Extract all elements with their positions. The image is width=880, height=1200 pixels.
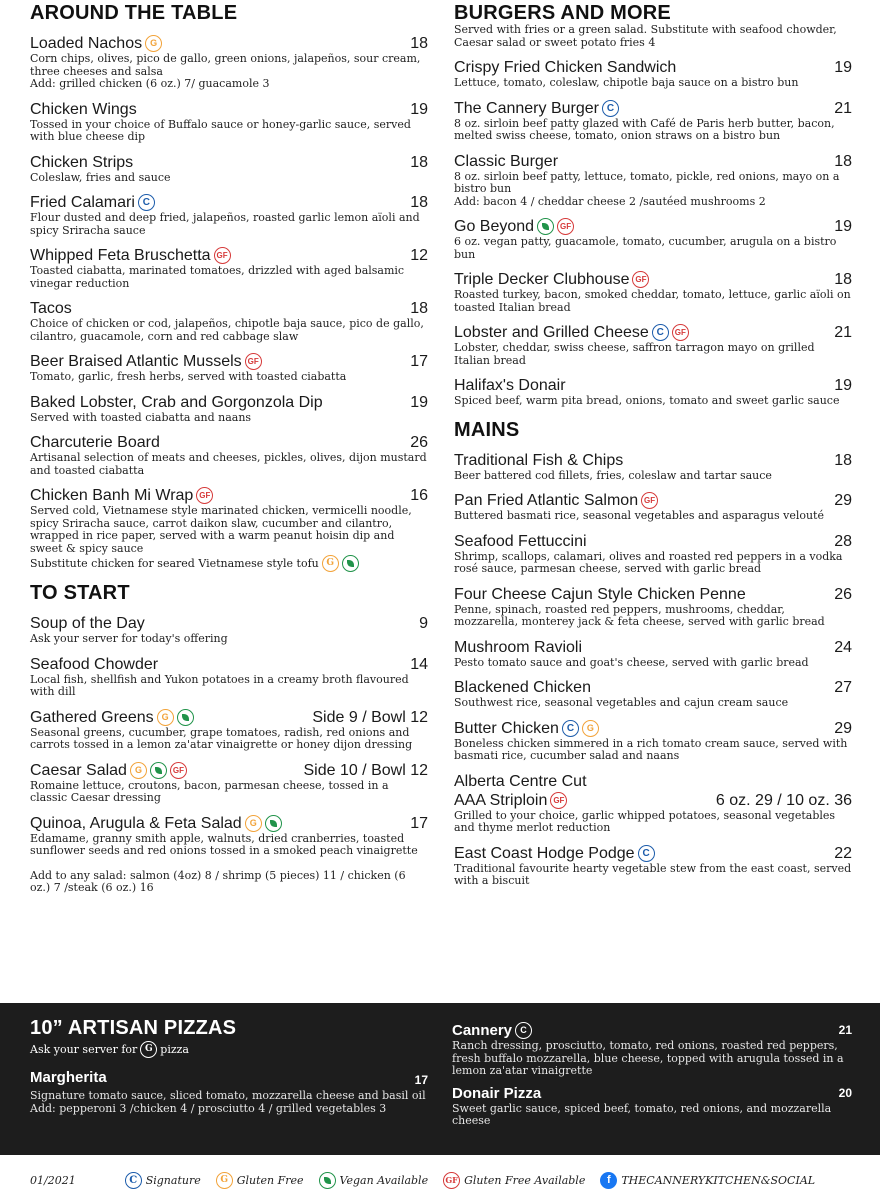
social-handle-text[interactable]: THECANNERYKITCHEN&SOCIAL bbox=[621, 1173, 816, 1187]
gluten-free-available-icon: GF bbox=[170, 762, 187, 779]
gluten-free-available-icon: GF bbox=[550, 792, 567, 809]
legend-gluten-free-available bbox=[443, 1172, 585, 1189]
item-price: 18 bbox=[410, 153, 428, 171]
gluten-free-icon: G bbox=[245, 815, 262, 832]
menu-item bbox=[454, 844, 852, 888]
section-title-artisan-pizzas: 10” ARTISAN PIZZAS bbox=[30, 1017, 237, 1039]
menu-item bbox=[30, 352, 428, 384]
item-description: Local fish, shellfish and Yukon potatoes in a creamy broth flavoured with dill bbox=[30, 672, 409, 698]
item-description: Seasonal greens, cucumber, grape tomatoes, radish, red onions and carrots tossed in a lemon za'atar vinaigrette or honey dijon dressing bbox=[30, 725, 413, 751]
item-description: Southwest rice, seasonal vegetables and cajun cream sauce bbox=[454, 696, 789, 709]
item-name: Go Beyond bbox=[454, 218, 535, 235]
item-description: Traditional favourite hearty vegetable stew from the east coast, served with a biscuit bbox=[454, 861, 852, 887]
item-name: Chicken Strips bbox=[30, 153, 134, 171]
item-description: Corn chips, olives, pico de gallo, green onions, jalapeños, sour cream, three cheeses and salsa bbox=[30, 52, 421, 78]
item-name: Margherita bbox=[30, 1069, 107, 1086]
item-description: Sweet garlic sauce, spiced beef, tomato, red onions, and mozzarella cheese bbox=[452, 1101, 832, 1127]
pizza-ask-suffix: pizza bbox=[160, 1043, 189, 1056]
item-name: Gathered Greens bbox=[30, 708, 154, 726]
gluten-free-icon: G bbox=[157, 709, 174, 726]
item-price: 20 bbox=[838, 1085, 852, 1100]
right-column bbox=[454, 0, 852, 888]
menu-date: 01/2021 bbox=[30, 1173, 76, 1187]
item-description: Served with toasted ciabatta and naans bbox=[30, 410, 252, 424]
item-name: The Cannery Burger bbox=[454, 99, 599, 117]
item-description: Lettuce, tomato, coleslaw, chipotle baja sauce on a bistro bun bbox=[454, 76, 799, 89]
vegan-icon bbox=[537, 218, 554, 235]
vegan-icon bbox=[150, 762, 167, 779]
item-description: Boneless chicken simmered in a rich tomato cream sauce, served with basmati rice, cucumber salad and naans bbox=[454, 736, 848, 762]
menu-item bbox=[454, 532, 852, 576]
menu-item bbox=[30, 34, 428, 91]
item-description: 8 oz. sirloin beef patty, lettuce, tomato, pickle, red onions, mayo on a bistro bun bbox=[454, 169, 840, 195]
item-description: Tomato, garlic, fresh herbs, served with toasted ciabatta bbox=[30, 370, 347, 383]
item-price: 29 bbox=[834, 719, 852, 737]
item-name: Triple Decker Clubhouse bbox=[454, 271, 630, 288]
item-description: Grilled to your choice, garlic whipped potatoes, seasonal vegetables and thyme merlot reduction bbox=[454, 808, 836, 834]
item-name: Loaded Nachos bbox=[30, 35, 143, 52]
legend-label: Vegan Available bbox=[339, 1173, 429, 1187]
item-description: Signature tomato sauce, sliced tomato, mozzarella cheese and basil oil bbox=[30, 1089, 426, 1102]
item-name: Cannery bbox=[452, 1022, 513, 1039]
item-price: 19 bbox=[834, 218, 852, 235]
item-price: Side 9 / Bowl 12 bbox=[312, 708, 428, 726]
item-price: 18 bbox=[410, 35, 428, 52]
gluten-free-available-icon: GF bbox=[443, 1172, 460, 1189]
item-name: Butter Chicken bbox=[454, 719, 559, 737]
menu-item bbox=[454, 719, 852, 763]
item-price: Side 10 / Bowl 12 bbox=[303, 761, 428, 779]
item-name: Baked Lobster, Crab and Gorgonzola Dip bbox=[30, 393, 323, 411]
gluten-free-icon: G bbox=[145, 35, 162, 52]
gluten-free-icon: G bbox=[322, 555, 339, 572]
item-price: 26 bbox=[834, 585, 852, 603]
menu-item bbox=[30, 614, 428, 646]
item-description: Ranch dressing, prosciutto, tomato, red onions, roasted red peppers, fresh buffalo mozzarella, blue cheese, topped with arugula tossed in a lemon za'atar vinaigrette bbox=[452, 1039, 844, 1077]
item-name: Seafood Fettuccini bbox=[454, 532, 587, 550]
item-price: 16 bbox=[410, 487, 428, 504]
item-name: Charcuterie Board bbox=[30, 434, 160, 451]
menu-item bbox=[454, 152, 852, 209]
gluten-free-icon: G bbox=[582, 720, 599, 737]
item-name: Mushroom Ravioli bbox=[454, 638, 583, 656]
item-price: 19 bbox=[834, 59, 852, 76]
item-price: 21 bbox=[834, 99, 852, 117]
item-description: Tossed in your choice of Buffalo sauce or honey-garlic sauce, served with blue cheese dip bbox=[30, 117, 411, 143]
signature-icon: C bbox=[515, 1022, 532, 1039]
pizza-item bbox=[452, 1084, 852, 1128]
item-description: Spiced beef, warm pita bread, onions, tomato and sweet garlic sauce bbox=[454, 394, 840, 407]
menu-item bbox=[30, 761, 428, 805]
item-name: Tacos bbox=[30, 300, 72, 317]
menu-item bbox=[30, 100, 428, 144]
item-price: 14 bbox=[410, 655, 428, 673]
item-description: Ask your server for today's offering bbox=[30, 632, 228, 645]
item-description: Buttered basmati rice, seasonal vegetables and asparagus velouté bbox=[454, 509, 824, 522]
section-title-mains: MAINS bbox=[454, 418, 520, 441]
legend-label: Gluten Free Available bbox=[464, 1173, 586, 1187]
signature-icon: C bbox=[138, 194, 155, 211]
menu-item bbox=[30, 393, 428, 425]
item-name: Lobster and Grilled Cheese bbox=[454, 324, 649, 341]
item-price: 17 bbox=[410, 353, 428, 370]
pizza-ask-line bbox=[30, 1041, 428, 1058]
item-name: Traditional Fish & Chips bbox=[454, 451, 624, 469]
signature-icon: C bbox=[562, 720, 579, 737]
menu-item bbox=[454, 270, 852, 314]
gluten-free-icon: G bbox=[140, 1041, 157, 1058]
item-description: Beer battered cod fillets, fries, coleslaw and tartar sauce bbox=[454, 468, 772, 482]
item-name: Donair Pizza bbox=[452, 1084, 542, 1102]
item-name: Caesar Salad bbox=[30, 761, 127, 779]
footer-legend bbox=[0, 1160, 880, 1200]
menu-item bbox=[454, 585, 852, 629]
pizza-left bbox=[30, 1017, 428, 1115]
item-price: 19 bbox=[410, 100, 428, 118]
section-title-to-start: TO START bbox=[30, 582, 130, 604]
item-description: Shrimp, scallops, calamari, olives and roasted red peppers in a vodka rosé sauce, parmesan cheese, served with garlic bread bbox=[454, 549, 843, 575]
menu-item bbox=[30, 486, 428, 572]
menu-item bbox=[454, 376, 852, 408]
item-name: Crispy Fried Chicken Sandwich bbox=[454, 59, 677, 76]
item-name: Soup of the Day bbox=[30, 615, 145, 632]
pizza-right bbox=[452, 1021, 852, 1128]
gluten-free-available-icon: GF bbox=[641, 492, 658, 509]
gluten-free-available-icon: GF bbox=[245, 353, 262, 370]
section-title-around-the-table: AROUND THE TABLE bbox=[30, 2, 238, 24]
signature-icon: C bbox=[125, 1172, 142, 1189]
menu-item bbox=[454, 678, 852, 710]
menu-item bbox=[454, 451, 852, 483]
section-title-burgers-and-more: BURGERS AND MORE bbox=[454, 2, 671, 24]
menu-item bbox=[454, 772, 852, 835]
item-price: 17 bbox=[414, 1073, 428, 1087]
menu-item bbox=[30, 708, 428, 752]
item-price: 9 bbox=[419, 615, 428, 632]
menu-item bbox=[454, 58, 852, 90]
item-description: Artisanal selection of meats and cheeses, pickles, olives, dijon mustard and toasted ciabatta bbox=[30, 451, 427, 477]
item-description: 6 oz. vegan patty, guacamole, tomato, cucumber, arugula on a bistro bun bbox=[454, 235, 837, 261]
item-price: 18 bbox=[834, 152, 852, 170]
item-price: 21 bbox=[834, 324, 852, 341]
legend-vegan bbox=[319, 1172, 429, 1189]
item-price: 18 bbox=[834, 451, 852, 469]
item-description: Flour dusted and deep fried, jalapeños, roasted garlic lemon aïoli and spicy Sriracha sauce bbox=[30, 211, 420, 237]
item-description: Pesto tomato sauce and goat's cheese, served with garlic bread bbox=[454, 655, 809, 669]
legend-label: Gluten Free bbox=[236, 1173, 304, 1187]
item-description: Roasted turkey, bacon, smoked cheddar, tomato, lettuce, garlic aïoli on toasted Italian bread bbox=[454, 288, 851, 314]
item-description: Coleslaw, fries and sauce bbox=[30, 170, 171, 184]
pizza-item bbox=[30, 1065, 428, 1115]
item-description: Served cold, Vietnamese style marinated chicken, vermicelli noodle, spicy Sriracha sauce, carrot daikon slaw, cucumber and cilantro, wrapped in rice paper, served with a warm peanut hoisin dip and sweet & spicy sauce bbox=[30, 504, 412, 555]
item-price: 19 bbox=[834, 377, 852, 394]
item-description: Romaine lettuce, croutons, bacon, parmesan cheese, tossed in a classic Caesar dressing bbox=[30, 778, 389, 804]
item-price: 21 bbox=[838, 1023, 852, 1037]
menu-item bbox=[30, 193, 428, 237]
pizza-section bbox=[0, 1003, 880, 1155]
item-name: Classic Burger bbox=[454, 152, 559, 170]
item-price: 18 bbox=[410, 194, 428, 211]
section-intro: Served with fries or a green salad. Substitute with seafood chowder, Caesar salad or sweet potato fries 4 bbox=[454, 23, 837, 49]
item-price: 26 bbox=[410, 434, 428, 451]
menu-item bbox=[30, 246, 428, 290]
item-description: 8 oz. sirloin beef patty glazed with Café de Paris herb butter, bacon, melted swiss cheese, tomato, onion straws on a bistro bun bbox=[454, 116, 835, 142]
gluten-free-available-icon: GF bbox=[557, 218, 574, 235]
signature-icon: C bbox=[638, 845, 655, 862]
menu-item bbox=[30, 299, 428, 343]
item-name: Quinoa, Arugula & Feta Salad bbox=[30, 814, 242, 832]
item-price: 12 bbox=[410, 247, 428, 264]
item-extra: Add: grilled chicken (6 oz.) 7/ guacamole 3 bbox=[30, 77, 270, 90]
item-price: 17 bbox=[410, 814, 428, 832]
vegan-icon bbox=[265, 815, 282, 832]
menu-item bbox=[454, 99, 852, 143]
menu-item bbox=[454, 217, 852, 261]
item-extra: Add: bacon 4 / cheddar cheese 2 /sautéed mushrooms 2 bbox=[454, 194, 766, 208]
gluten-free-available-icon: GF bbox=[196, 487, 213, 504]
item-description: Lobster, cheddar, swiss cheese, saffron tarragon mayo on grilled Italian bread bbox=[454, 341, 815, 367]
item-description: Toasted ciabatta, marinated tomatoes, drizzled with aged balsamic vinegar reduction bbox=[30, 264, 405, 290]
item-price: 18 bbox=[834, 271, 852, 288]
menu-item bbox=[454, 491, 852, 523]
item-price: 29 bbox=[834, 492, 852, 509]
item-name: Chicken Wings bbox=[30, 100, 137, 118]
item-price: 18 bbox=[410, 300, 428, 317]
menu-item bbox=[30, 814, 428, 858]
gluten-free-icon: G bbox=[130, 762, 147, 779]
item-price: 27 bbox=[834, 679, 852, 696]
menu-item bbox=[30, 153, 428, 185]
item-description: Choice of chicken or cod, jalapeños, chipotle baja sauce, pico de gallo, cilantro, guacamole, corn and red cabbage slaw bbox=[30, 317, 424, 343]
item-price: 6 oz. 29 / 10 oz. 36 bbox=[715, 791, 852, 809]
gluten-free-available-icon: GF bbox=[214, 247, 231, 264]
salad-add-on-note: Add to any salad: salmon (4oz) 8 / shrimp (5 pieces) 11 / chicken (6 oz.) 7 /steak (6 oz.) 16 bbox=[30, 868, 406, 894]
item-name-line1: Alberta Centre Cut bbox=[454, 772, 587, 790]
item-name: Seafood Chowder bbox=[30, 655, 159, 673]
gluten-free-available-icon: GF bbox=[672, 324, 689, 341]
item-name: Blackened Chicken bbox=[454, 679, 591, 696]
item-extra: Add: pepperoni 3 /chicken 4 / prosciutto 4 / grilled vegetables 3 bbox=[30, 1101, 387, 1115]
item-name: Beer Braised Atlantic Mussels bbox=[30, 353, 242, 370]
signature-icon: C bbox=[652, 324, 669, 341]
menu-item bbox=[454, 323, 852, 367]
legend-label: Signature bbox=[145, 1173, 201, 1187]
vegan-icon bbox=[177, 709, 194, 726]
item-name: Pan Fried Atlantic Salmon bbox=[454, 492, 639, 509]
menu-item bbox=[30, 655, 428, 699]
item-description: Edamame, granny smith apple, walnuts, dried cranberries, toasted sunflower seeds and red onions tossed in a smoked peach vinaigrette bbox=[30, 831, 418, 857]
item-name: Halifax's Donair bbox=[454, 377, 566, 394]
item-name: AAA Striploin bbox=[454, 791, 548, 809]
gluten-free-icon: G bbox=[216, 1172, 233, 1189]
pizza-ask-prefix: Ask your server for bbox=[30, 1043, 138, 1056]
vegan-icon bbox=[319, 1172, 336, 1189]
menu-item bbox=[30, 433, 428, 477]
item-price: 22 bbox=[834, 844, 852, 862]
item-price: 24 bbox=[834, 638, 852, 656]
item-name: Chicken Banh Mi Wrap bbox=[30, 487, 194, 504]
vegan-icon bbox=[342, 555, 359, 572]
item-name: Whipped Feta Bruschetta bbox=[30, 247, 211, 264]
menu-item bbox=[454, 638, 852, 670]
item-description: Penne, spinach, roasted red peppers, mushrooms, cheddar, mozzarella, monterey jack & feta cheese, served with garlic bread bbox=[454, 602, 825, 628]
pizza-item bbox=[452, 1021, 852, 1078]
signature-icon: C bbox=[602, 100, 619, 117]
legend-gluten-free bbox=[216, 1172, 304, 1189]
item-price: 28 bbox=[834, 532, 852, 550]
item-name: Fried Calamari bbox=[30, 194, 135, 211]
facebook-icon[interactable]: f bbox=[600, 1172, 617, 1189]
item-price: 19 bbox=[410, 393, 428, 411]
social-handle[interactable] bbox=[600, 1172, 815, 1189]
item-name: East Coast Hodge Podge bbox=[454, 844, 635, 862]
left-column bbox=[30, 0, 428, 895]
legend-signature bbox=[125, 1172, 201, 1189]
gluten-free-available-icon: GF bbox=[632, 271, 649, 288]
item-name: Four Cheese Cajun Style Chicken Penne bbox=[454, 585, 746, 603]
item-extra: Substitute chicken for seared Vietnamese style tofu bbox=[30, 557, 319, 570]
